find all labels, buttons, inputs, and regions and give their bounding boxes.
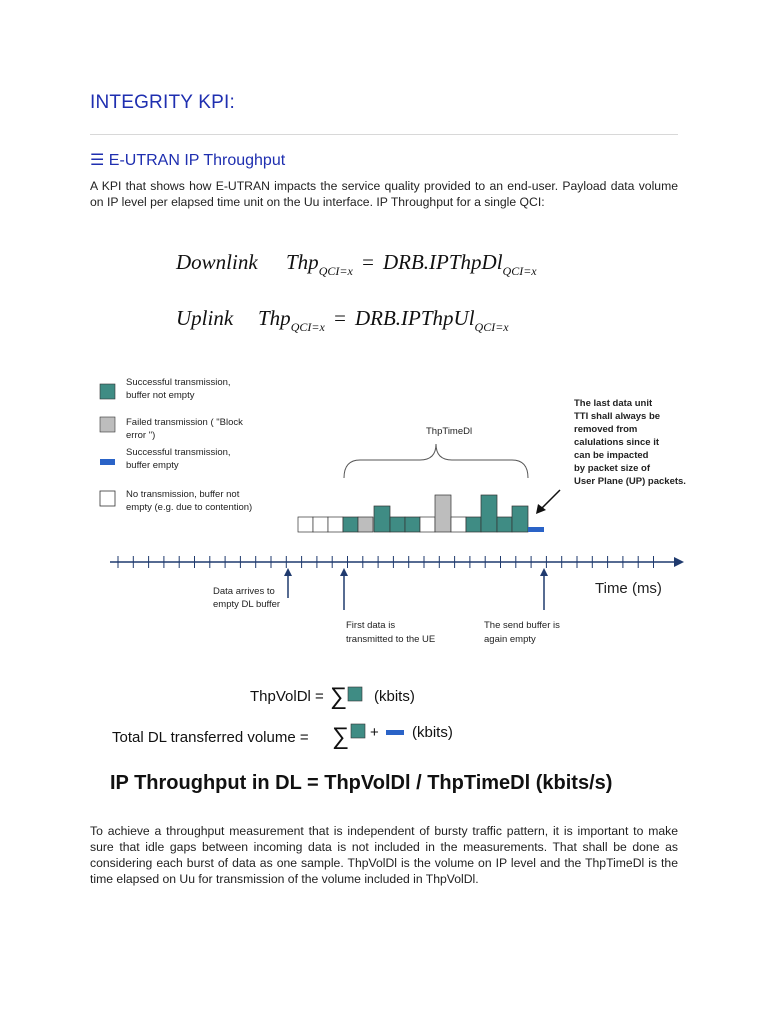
tti-block xyxy=(298,517,313,532)
result-formula: IP Throughput in DL = ThpVolDl / ThpTimeDl (kbits/s) xyxy=(110,772,613,794)
tti-block xyxy=(390,517,405,532)
menu-icon: ☰ xyxy=(90,152,105,169)
tti-block xyxy=(481,495,497,532)
uplink-rhs: DRB.IPThpUl xyxy=(354,306,475,330)
arrow1-line2: empty DL buffer xyxy=(213,599,281,610)
arrow3-line2: again empty xyxy=(484,634,536,645)
legend-1-line1: Successful transmission, xyxy=(126,377,231,388)
downlink-rhs-sub: QCI=x xyxy=(502,264,537,278)
arrow-buffer-empty-head xyxy=(540,568,548,576)
legend-2-line1: Failed transmission ( "Block xyxy=(126,417,243,428)
downlink-lhs-sub: QCI=x xyxy=(318,264,353,278)
volume-swatch-success xyxy=(348,687,362,701)
tti-block xyxy=(343,517,358,532)
arrow2-line1: First data is xyxy=(346,620,396,631)
tti-block xyxy=(313,517,328,532)
kbits-1: (kbits) xyxy=(374,688,415,705)
downlink-formula xyxy=(176,250,537,278)
total-swatch-success xyxy=(351,724,365,738)
uplink-lhs-sub: QCI=x xyxy=(290,320,325,334)
legend-3-line2: buffer empty xyxy=(126,460,179,471)
legend-swatch-empty xyxy=(100,459,115,465)
arrow3-line1: The send buffer is xyxy=(484,620,560,631)
arrow1-line1: Data arrives to xyxy=(213,586,275,597)
tti-block xyxy=(358,517,373,532)
note xyxy=(574,398,686,487)
time-axis-arrowhead xyxy=(674,557,684,567)
tti-block-last xyxy=(528,527,544,532)
uplink-formula xyxy=(176,306,509,334)
total-swatch-empty xyxy=(386,730,404,735)
note-line-3: removed from xyxy=(574,424,638,435)
throughput-diagram xyxy=(0,360,768,660)
thpvol-label: ThpVolDl = xyxy=(250,688,324,705)
downlink-lhs: Thp xyxy=(286,250,319,274)
tti-block xyxy=(328,517,343,532)
divider xyxy=(90,134,678,135)
tti-block xyxy=(451,517,466,532)
arrow2-line2: transmitted to the UE xyxy=(346,634,436,645)
downlink-eq: = xyxy=(360,250,375,274)
tti-block xyxy=(405,517,420,532)
tti-blocks xyxy=(298,495,528,532)
tti-block xyxy=(420,517,435,532)
legend-3-line1: Successful transmission, xyxy=(126,447,231,458)
time-label: Time (ms) xyxy=(595,580,662,597)
tti-block xyxy=(466,517,481,532)
downlink-label: Downlink xyxy=(176,250,258,274)
uplink-label: Uplink xyxy=(176,306,234,330)
total-label: Total DL transferred volume = xyxy=(112,729,309,746)
arrow-data-arrives-head xyxy=(284,568,292,576)
tti-block xyxy=(512,506,528,532)
note-line-6: by packet size of xyxy=(574,463,651,474)
note-line-4: calulations since it xyxy=(574,437,659,448)
time-brace xyxy=(344,444,528,478)
subheading-text: E-UTRAN IP Throughput xyxy=(108,152,286,169)
note-arrow-line xyxy=(540,490,560,510)
legend-swatch-none xyxy=(100,491,115,506)
uplink-rhs-sub: QCI=x xyxy=(474,320,509,334)
note-line-7: User Plane (UP) packets. xyxy=(574,476,686,487)
intro-paragraph: A KPI that shows how E-UTRAN impacts the service quality provided to an end-user. Payload data volume on IP level per elapsed time unit on the Uu interface. IP Throughput for a single QCI: xyxy=(90,179,678,209)
sum-icon: ∑ xyxy=(330,683,348,710)
legend-4-line1: No transmission, buffer not xyxy=(126,489,240,500)
tti-block xyxy=(497,517,512,532)
kbits-2: (kbits) xyxy=(412,724,453,741)
uplink-lhs: Thp xyxy=(258,306,291,330)
arrow-first-data-head xyxy=(340,568,348,576)
uplink-eq: = xyxy=(332,306,347,330)
legend-swatch-success xyxy=(100,384,115,399)
downlink-rhs: DRB.IPThpDl xyxy=(382,250,503,274)
tti-block xyxy=(374,506,390,532)
tti-block xyxy=(435,495,451,532)
section-heading: INTEGRITY KPI: xyxy=(90,92,235,113)
brace-label: ThpTimeDl xyxy=(426,426,473,437)
legend-4-line2: empty (e.g. due to contention) xyxy=(126,502,253,513)
note-line-1: The last data unit xyxy=(574,398,653,409)
legend-1-line2: buffer not empty xyxy=(126,390,195,401)
volume-formulas xyxy=(0,674,768,760)
legend-swatch-failed xyxy=(100,417,115,432)
sum-icon: ∑ xyxy=(332,723,350,750)
legend-2-line2: error ") xyxy=(126,430,156,441)
note-line-2: TTI shall always be xyxy=(574,411,661,422)
subheading xyxy=(90,150,285,170)
plus-sign: + xyxy=(370,724,379,741)
note-line-5: can be impacted xyxy=(574,450,649,461)
closing-paragraph: To achieve a throughput measurement that is independent of bursty traffic pattern, it is important to make sure that idle gaps between incoming data is not included in the measurements. That shall be done as considering each burst of data as one sample. ThpVolDl is the volume on IP level and the ThpTimeDl is the time elapsed on Uu for transmission of the volume included in ThpVolDl. xyxy=(90,824,678,886)
